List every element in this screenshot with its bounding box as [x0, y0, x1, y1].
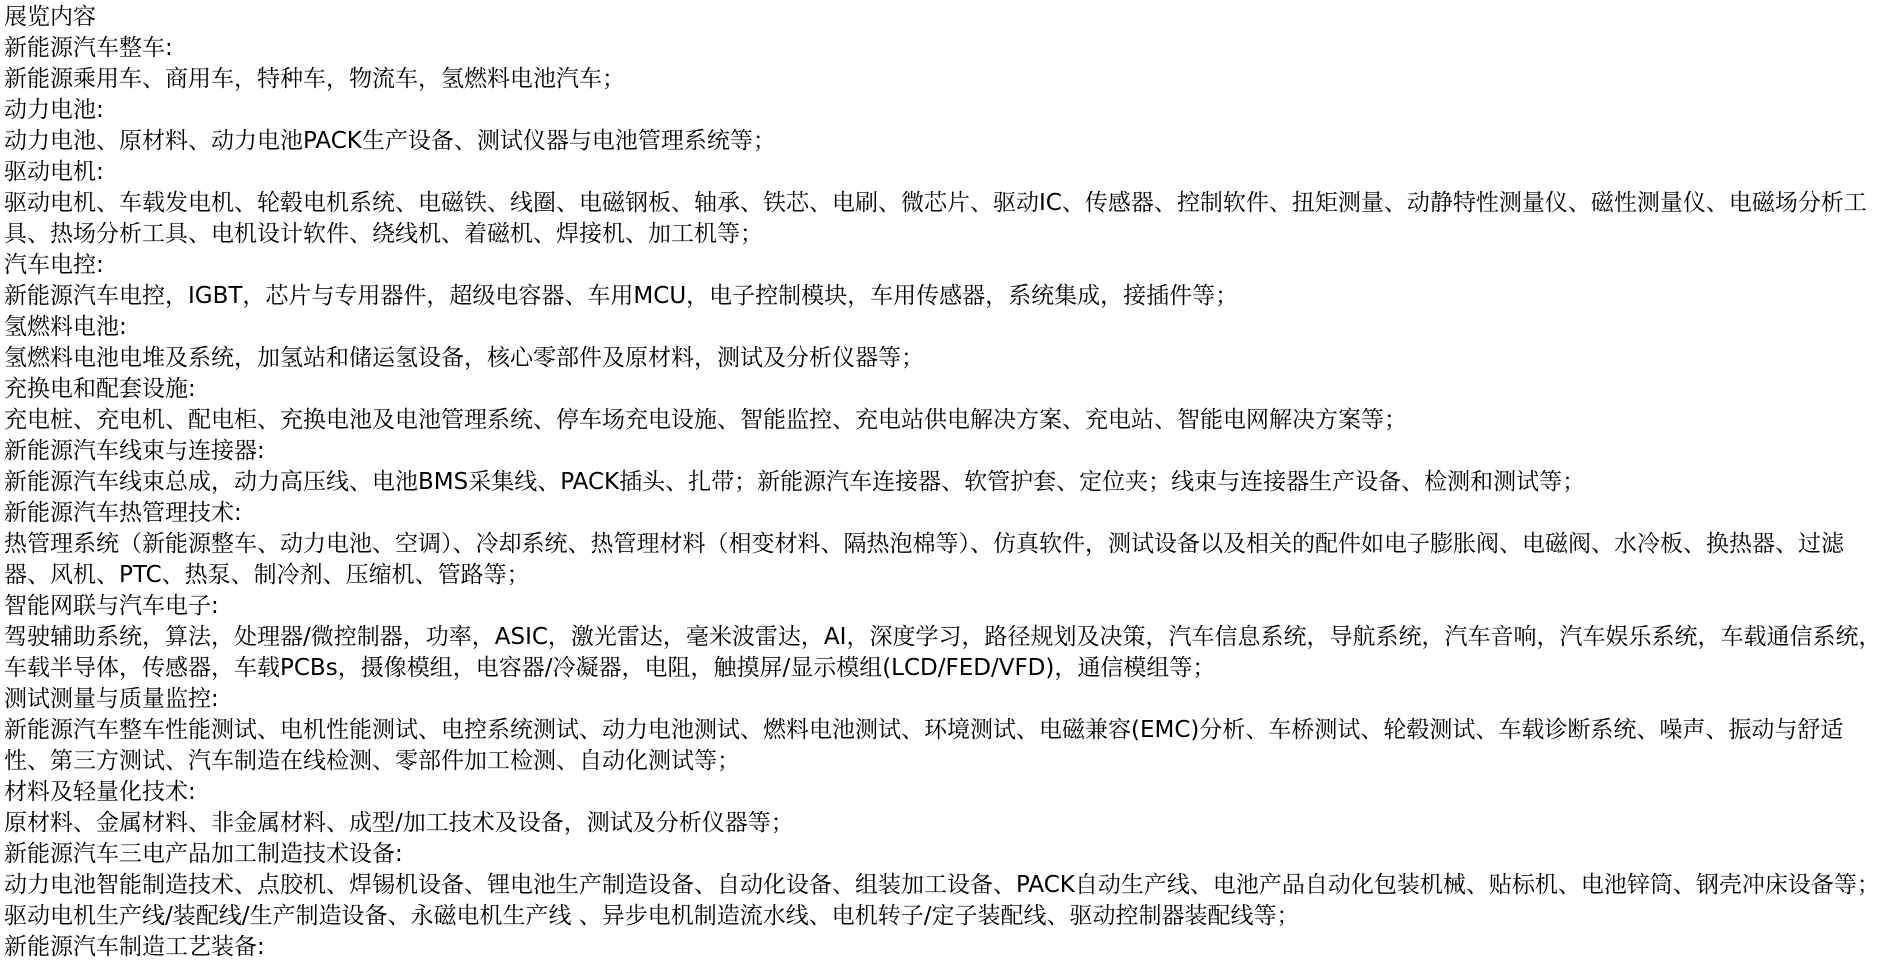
section-body-vehicle: 新能源乘用车、商用车，特种车，物流车，氢燃料电池汽车； — [4, 66, 625, 92]
section-heading-process-equipment: 新能源汽车制造工艺装备: — [4, 934, 265, 960]
document-body — [4, 2, 1884, 963]
section-body-hydrogen-fuel-cell: 氢燃料电池电堆及系统，加氢站和储运氢设备，核心零部件及原材料，测试及分析仪器等； — [4, 345, 924, 371]
section-body-testing: 新能源汽车整车性能测试、电机性能测试、电控系统测试、动力电池测试、燃料电池测试、环境测试、电磁兼容(EMC)分析、车桥测试、轮毂测试、车载诊断系统、噪声、振动与舒适性、第三方测试、汽车制造在线检测、零部件加工检测、自动化测试等； — [4, 717, 1844, 774]
section-heading-harness-connector: 新能源汽车线束与连接器: — [4, 438, 265, 464]
section-heading-materials: 材料及轻量化技术: — [4, 779, 196, 805]
section-body-charging: 充电桩、充电机、配电柜、充换电池及电池管理系统、停车场充电设施、智能监控、充电站供电解决方案、充电站、智能电网解决方案等； — [4, 407, 1407, 433]
section-body-smart-connected: 驾驶辅助系统，算法，处理器/微控制器，功率，ASIC，激光雷达，毫米波雷达，AI，深度学习，路径规划及决策，汽车信息系统，导航系统，汽车音响，汽车娱乐系统，车载通信系统，车载半导体，传感器，车载PCBs，摄像模组，电容器/冷凝器，电阻，触摸屏/显示模组(LCD/FED/VFD)，通信模组等； — [4, 624, 1882, 681]
section-heading-vehicle: 新能源汽车整车: — [4, 35, 173, 61]
section-heading-hydrogen-fuel-cell: 氢燃料电池: — [4, 314, 127, 340]
section-body-drive-motor: 驱动电机、车载发电机、轮毂电机系统、电磁铁、线圈、电磁钢板、轴承、铁芯、电刷、微芯片、驱动IC、传感器、控制软件、扭矩测量、动静特性测量仪、磁性测量仪、电磁场分析工具、热场分析工具、电机设计软件、绕线机、着磁机、焊接机、加工机等； — [4, 190, 1867, 247]
section-heading-power-battery: 动力电池: — [4, 97, 104, 123]
section-body-manufacturing-equipment: 动力电池智能制造技术、点胶机、焊锡机设备、锂电池生产制造设备、自动化设备、组装加工设备、PACK自动生产线、电池产品自动化包装机械、贴标机、电池锌筒、钢壳冲床设备等；驱动电机生产线/装配线/生产制造设备、永磁电机生产线 、异步电机制造流水线、电机转子/定子装配线、驱动控制器装配线等； — [4, 872, 1880, 929]
section-heading-electronic-control: 汽车电控: — [4, 252, 104, 278]
section-body-harness-connector: 新能源汽车线束总成，动力高压线、电池BMS采集线、PACK插头、扎带；新能源汽车连接器、软管护套、定位夹；线束与连接器生产设备、检测和测试等； — [4, 469, 1586, 495]
section-heading-manufacturing-equipment: 新能源汽车三电产品加工制造技术设备: — [4, 841, 403, 867]
document-title: 展览内容 — [4, 4, 96, 30]
section-heading-smart-connected: 智能网联与汽车电子: — [4, 593, 219, 619]
section-body-materials: 原材料、金属材料、非金属材料、成型/加工技术及设备，测试及分析仪器等； — [4, 810, 794, 836]
section-heading-drive-motor: 驱动电机: — [4, 159, 104, 185]
section-heading-charging: 充换电和配套设施: — [4, 376, 196, 402]
section-body-thermal-management: 热管理系统（新能源整车、动力电池、空调）、冷却系统、热管理材料（相变材料、隔热泡棉等）、仿真软件，测试设备以及相关的配件如电子膨胀阀、电磁阀、水冷板、换热器、过滤器、风机、PTC、热泵、制冷剂、压缩机、管路等； — [4, 531, 1844, 588]
section-heading-thermal-management: 新能源汽车热管理技术: — [4, 500, 242, 526]
section-heading-testing: 测试测量与质量监控: — [4, 686, 219, 712]
section-body-electronic-control: 新能源汽车电控，IGBT，芯片与专用器件，超级电容器、车用MCU，电子控制模块，车用传感器，系统集成，接插件等； — [4, 283, 1239, 309]
section-body-power-battery: 动力电池、原材料、动力电池PACK生产设备、测试仪器与电池管理系统等； — [4, 128, 776, 154]
